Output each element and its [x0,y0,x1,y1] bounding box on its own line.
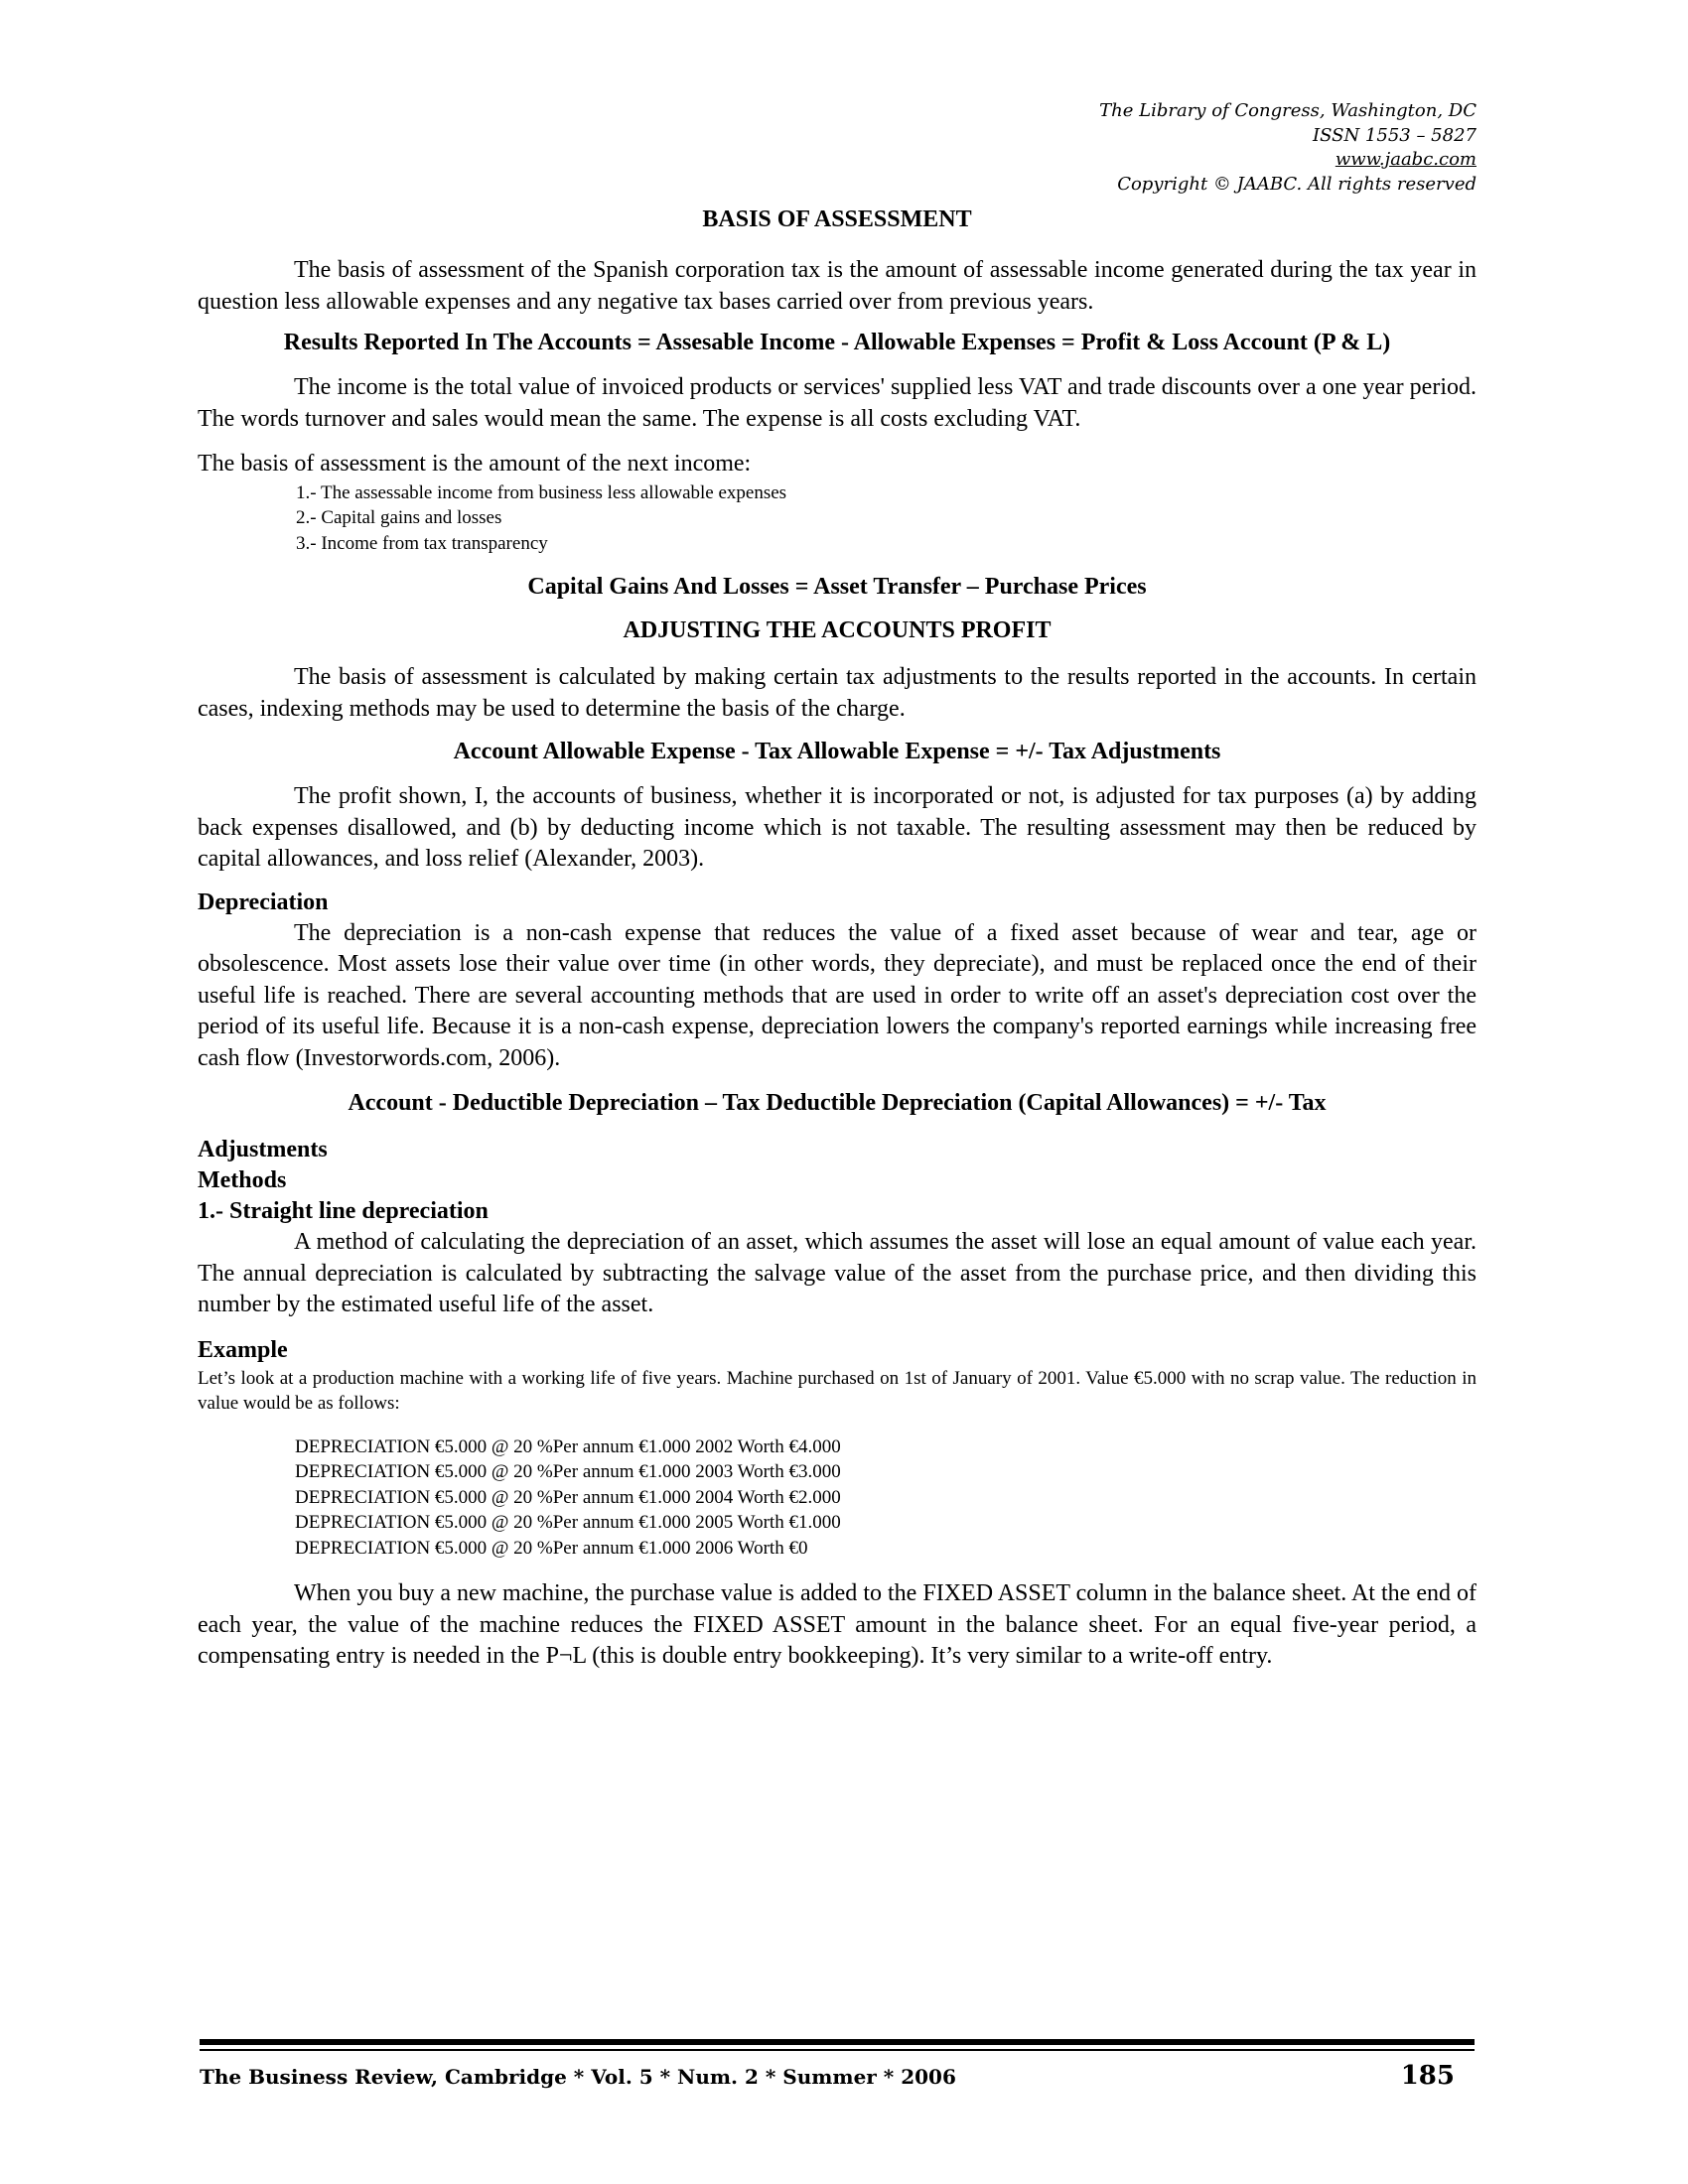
equation-deductible-depreciation: Account - Deductible Depreciation – Tax Deductible Depreciation (Capital Allowances) = +/- Tax [348,1090,1327,1116]
paragraph-profit-shown: The profit shown, I, the accounts of business, whether it is incorporated or not, is adjusted for tax purposes (a) by adding back expenses disallowed, and (b) by deducting income which is not taxable. The resulting assessment may then be reduced by capital allowances, and loss relief (Alexander, 2003). [198,783,1477,872]
heading-example: Example [198,1336,288,1363]
list-item: 3.- Income from tax transparency [296,532,548,554]
depreciation-row: DEPRECIATION €5.000 @ 20 %Per annum €1.000 2002 Worth €4.000 [295,1435,841,1457]
paragraph-new-machine: When you buy a new machine, the purchase value is added to the FIXED ASSET column in the balance sheet. At the end of each year, the value of the machine reduces the FIXED ASSET amount in the balance sheet. For an equal five-year period, a compensating entry is needed in the P¬L (this is double entry bookkeeping). It’s very similar to a write-off entry. [198,1580,1477,1669]
footer-rule-thin [200,2049,1475,2051]
header-library: The Library of Congress, Washington, DC [1099,100,1477,121]
equation-allowable-expense: Account Allowable Expense - Tax Allowable Expense = +/- Tax Adjustments [453,739,1221,764]
section-title-basis: BASIS OF ASSESSMENT [702,206,972,232]
footer-rule-thick [200,2039,1475,2045]
header-website-link[interactable]: www.jaabc.com [1335,149,1477,170]
page-footer [200,2061,1475,2101]
depreciation-row: DEPRECIATION €5.000 @ 20 %Per annum €1.000 2003 Worth €3.000 [295,1461,841,1482]
equation-results: Results Reported In The Accounts = Assesable Income - Allowable Expenses = Profit & Loss Account (P & L) [283,330,1391,355]
depreciation-row: DEPRECIATION €5.000 @ 20 %Per annum €1.000 2006 Worth €0 [295,1537,808,1559]
depreciation-row: DEPRECIATION €5.000 @ 20 %Per annum €1.000 2004 Worth €2.000 [295,1486,841,1508]
paragraph-depreciation: The depreciation is a non-cash expense that reduces the value of a fixed asset because of wear and tear, age or obsolescence. Most assets lose their value over time (in other words, they depreciate), and must be replaced once the end of their useful life is reached. There are several accounting methods that are used in order to write off an asset's depreciation cost over the period of its useful life. Because it is a non-cash expense, depreciation lowers the company's reported earnings while increasing free cash flow (Investorwords.com, 2006). [198,919,1477,1071]
heading-depreciation: Depreciation [198,888,329,915]
income-list [198,480,1477,557]
section-title-adjusting: ADJUSTING THE ACCOUNTS PROFIT [623,617,1052,643]
paragraph-income: The income is the total value of invoiced products or services' supplied less VAT and trade discounts over a one year period. The words turnover and sales would mean the same. The expense is all costs excluding VAT. [198,374,1477,432]
paragraph-next-income: The basis of assessment is the amount of the next income: [198,451,752,477]
page-number: 185 [1400,2061,1455,2091]
heading-adjustments: Adjustments [198,1137,328,1162]
paragraph-adjustments: The basis of assessment is calculated by making certain tax adjustments to the results reported in the accounts. In certain cases, indexing methods may be used to determine the basis of the charge. [198,664,1477,722]
list-item: 2.- Capital gains and losses [296,507,502,528]
header-copyright: Copyright © JAABC. All rights reserved [1117,173,1477,195]
heading-straight-line: 1.- Straight line depreciation [198,1198,489,1224]
page-body [198,99,1477,1673]
equation-capital-gains: Capital Gains And Losses = Asset Transfer – Purchase Prices [527,574,1147,600]
header-issn: ISSN 1553 – 5827 [1313,124,1477,146]
heading-methods: Methods [198,1167,287,1193]
footer-journal: The Business Review, Cambridge * Vol. 5 * Num. 2 * Summer * 2006 [200,2065,956,2089]
list-item: 1.- The assessable income from business less allowable expenses [296,481,787,503]
paragraph-straight-line: A method of calculating the depreciation of an asset, which assumes the asset will lose an equal amount of value each year. The annual depreciation is calculated by subtracting the salvage value of the asset from the purchase price, and then dividing this number by the estimated useful life of the asset. [198,1229,1477,1317]
paragraph-basis: The basis of assessment of the Spanish corporation tax is the amount of assessable income generated during the tax year in question less allowable expenses and any negative tax bases carried over from previous years. [198,257,1477,315]
depreciation-table [198,1434,1477,1562]
paragraph-example: Let’s look at a production machine with a working life of five years. Machine purchased on 1st of January of 2001. Value €5.000 with no scrap value. The reduction in value would be as follows: [198,1367,1477,1414]
depreciation-row: DEPRECIATION €5.000 @ 20 %Per annum €1.000 2005 Worth €1.000 [295,1512,841,1533]
